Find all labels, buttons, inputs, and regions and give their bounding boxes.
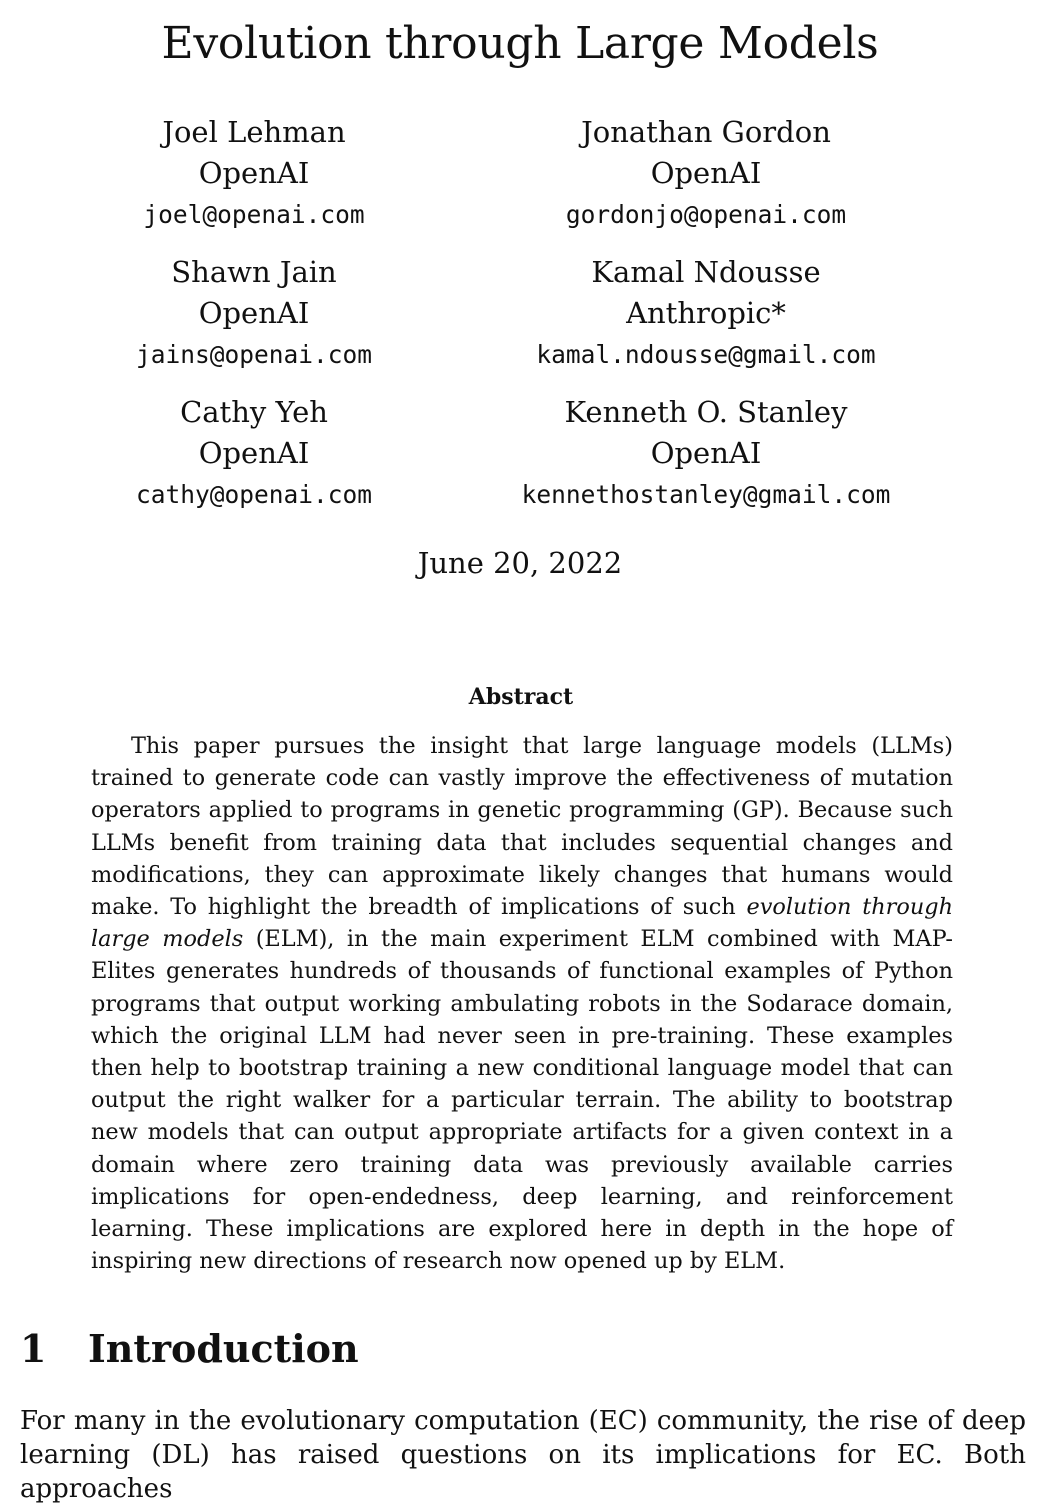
abstract-part-1: This paper pursues the insight that large language models (LLMs) trained to generate code can vastly improve the effectiveness of mutation operators applied to programs in genetic programming (GP). Because such LLMs benefit from training data that includes sequential changes and modifications, they can approximate likely changes that humans would make. To highlight the breadth of implications of such — [91, 733, 953, 921]
author-affiliation: OpenAI — [650, 156, 762, 190]
author-affiliation: OpenAI — [198, 436, 310, 470]
author-card — [14, 112, 494, 235]
author-email: joel@openai.com — [143, 200, 365, 229]
abstract-heading: Abstract — [468, 684, 574, 710]
abstract-text — [91, 730, 953, 1277]
section-title: Introduction — [88, 1326, 359, 1371]
author-card — [466, 252, 946, 375]
section-heading — [20, 1326, 359, 1371]
paper-title: Evolution through Large Models — [161, 18, 879, 69]
author-affiliation: OpenAI — [198, 156, 310, 190]
author-name: Kenneth O. Stanley — [564, 395, 848, 429]
author-name: Shawn Jain — [171, 255, 337, 289]
author-card — [466, 112, 946, 235]
publication-date: June 20, 2022 — [417, 546, 623, 580]
section-number: 1 — [20, 1326, 47, 1371]
author-card — [14, 392, 494, 515]
author-email: gordonjo@openai.com — [565, 200, 847, 229]
author-card — [466, 392, 946, 515]
author-affiliation: Anthropic* — [626, 296, 786, 330]
author-name: Kamal Ndousse — [591, 255, 821, 289]
author-name: Joel Lehman — [162, 115, 346, 149]
author-email: cathy@openai.com — [135, 480, 372, 509]
author-affiliation: OpenAI — [198, 296, 310, 330]
intro-paragraph: For many in the evolutionary computation (EC) community, the rise of deep learning (DL) has raised questions on its implications for EC. Both approaches — [20, 1406, 1026, 1504]
author-card — [14, 252, 494, 375]
author-name: Jonathan Gordon — [581, 115, 831, 149]
author-email: kennethostanley@gmail.com — [521, 480, 891, 509]
author-affiliation: OpenAI — [650, 436, 762, 470]
author-email: jains@openai.com — [135, 340, 372, 369]
author-email: kamal.ndousse@gmail.com — [536, 340, 876, 369]
abstract-emphasis: evolution through large models — [91, 894, 953, 953]
abstract-part-2: (ELM), in the main experiment ELM combined with MAP-Elites generates hundreds of thousands of functional examples of Python programs that output working ambulating robots in the Sodarace domain, which the original LLM had never seen in pre-training. These examples then help to bootstrap training a new conditional language model that can output the right walker for a particular terrain. The ability to bootstrap new models that can output appropriate artifacts for a given context in a domain where zero training data was previously available carries implications for open-endedness, deep learning, and reinforcement learning. These implications are explored here in depth in the hope of inspiring new directions of research now opened up by ELM. — [91, 926, 953, 1275]
author-name: Cathy Yeh — [180, 395, 328, 429]
